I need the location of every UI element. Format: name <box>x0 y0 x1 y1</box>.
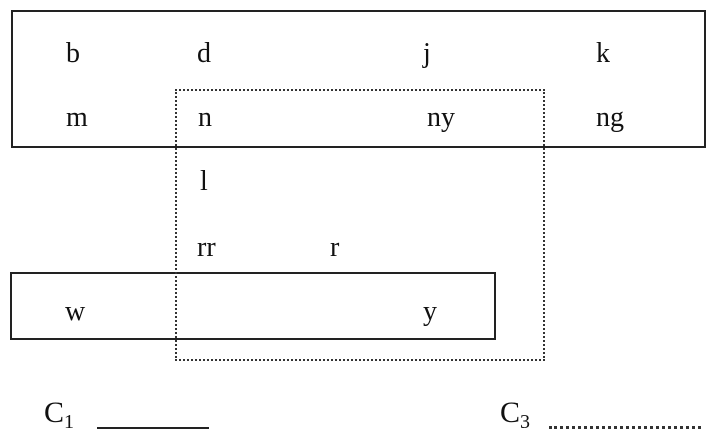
caption-c3-letter: C <box>500 396 521 429</box>
symbol-w: w <box>65 296 86 327</box>
symbol-ng: ng <box>596 102 624 133</box>
symbol-n: n <box>198 102 212 133</box>
symbol-y: y <box>423 296 437 327</box>
symbol-l: l <box>200 166 208 197</box>
symbol-r: r <box>330 232 340 263</box>
dotted-box <box>175 89 545 361</box>
caption-c3 <box>500 398 530 432</box>
legend-solid-line <box>97 427 209 429</box>
caption-c1-letter: C <box>44 396 65 429</box>
caption-c1 <box>44 398 74 432</box>
symbol-k: k <box>596 38 610 69</box>
caption-c1-subscript: 1 <box>64 411 75 433</box>
legend-dotted-line <box>549 426 701 429</box>
symbol-rr: rr <box>197 232 216 263</box>
symbol-ny: ny <box>427 102 455 133</box>
caption-c3-subscript: 3 <box>520 411 531 433</box>
symbol-m: m <box>66 102 88 133</box>
symbol-b: b <box>66 38 80 69</box>
symbol-d: d <box>197 38 211 69</box>
symbol-j: j <box>423 38 431 69</box>
